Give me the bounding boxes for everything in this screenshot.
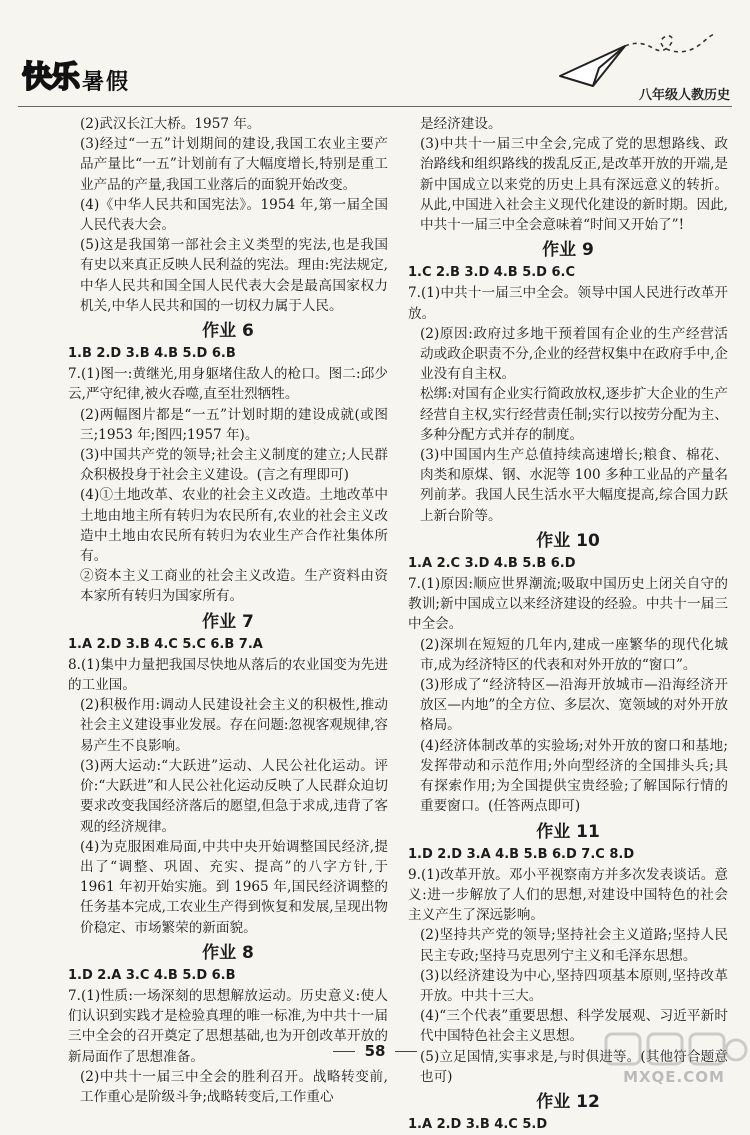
answer-paragraph: ②资本主义工商业的社会主义改造。生产资料由资本家所有转归为国家所有。 [80, 568, 388, 605]
answer-paragraph: (3)中共十一届三中全会,完成了党的思想路线、政治路线和组织路线的拨乱反正,是改革开放的开端,是新中国成立以来党的历史上具有深远意义的转折。从此,中国进入社会主义现代化建设的新时期。因此,中共十一届三中全会意味着“时间又开始了”! [420, 136, 728, 234]
answer-paragraph: 7.(1)原因:顺应世界潮流;吸取中国历史上闭关自守的教训;新中国成立以来经济建设的经验。中共十一届三中全会。 [408, 576, 728, 633]
logo-subtitle: 暑假 [82, 70, 131, 95]
watermark-text: MXQE.COM [623, 1068, 725, 1086]
answer-paragraph: 9.(1)改革开放。邓小平视察南方并多次发表谈话。意义:进一步解放了人们的思想,对建设中国特色的社会主义产生了深远影响。 [408, 866, 728, 924]
choice-answers-12: 1.A 2.D 3.B 4.C 5.D [408, 1116, 548, 1132]
section-heading-10: 作业 10 [536, 530, 600, 551]
logo-title: 快乐 [22, 60, 78, 95]
book-logo [22, 52, 130, 96]
page-header [0, 0, 750, 110]
choice-answers-6: 1.B 2.D 3.B 4.B 5.D 6.B [68, 346, 236, 362]
answer-paragraph: 7.(1)中共十一届三中全会。领导中国人民进行改革开放。 [408, 285, 728, 322]
answer-paragraph: 7.(1)性质:一场深刻的思想解放运动。历史意义:使人们认识到实践才是检验真理的唯一标准,为中共十一届三中全会的召开奠定了思想基础,也为开创改革开放的新局面作了思想准备。 [68, 987, 388, 1065]
left-column [68, 114, 388, 1107]
choice-answers-9: 1.C 2.B 3.D 4.B 5.D 6.C [408, 265, 576, 281]
answer-paragraph: (2)两幅图片都是“一五”计划时期的建设成就(或图三;1953 年;图四;1957 年)。 [80, 406, 388, 443]
choice-answers-7: 1.A 2.D 3.B 4.C 5.C 6.B 7.A [68, 636, 263, 652]
answer-paragraph: (5)立足国情,实事求是,与时俱进等。(其他符合题意也可) [420, 1048, 728, 1085]
answer-paragraph: (4)《中华人民共和国宪法》。1954 年,第一届全国人民代表大会。 [80, 196, 388, 234]
answer-paragraph: (2)坚持共产党的领导;坚持社会主义道路;坚持人民民主专政;坚持马克思列宁主义和毛泽东思想。 [420, 927, 728, 964]
answer-paragraph: (3)两大运动:“大跃进”运动、人民公社化运动。评价:“大跃进”和人民公社化运动反映了人民群众迫切要求改变我国经济落后的愿望,但急于求成,违背了客观的经济规律。 [80, 757, 388, 835]
answer-paragraph: (2)原因:政府过多地干预着国有企业的生产经营活动或政企职责不分,企业的经营权集中在政府手中,企业没有自主权。 [420, 325, 728, 383]
section-heading-12: 作业 12 [536, 1091, 600, 1112]
answer-paragraph: (3)中国共产党的领导;社会主义制度的建立;人民群众积极投身于社会主义建设。(言之有理即可) [80, 447, 388, 484]
right-column [408, 114, 728, 1135]
answer-paragraph: (4)①土地改革、农业的社会主义改造。土地改革中土地由地主所有转归为农民所有,农业的社会主义改造中土地由农民所有转归为农业生产合作社集体所有。 [80, 487, 388, 565]
answer-paragraph: 8.(1)集中力量把我国尽快地从落后的农业国变为先进的工业国。 [68, 656, 388, 694]
answer-paragraph: 7.(1)图一:黄继光,用身躯堵住敌人的枪口。图二:邱少云,严守纪律,被火吞噬,直至壮烈牺牲。 [68, 366, 388, 403]
answer-paragraph: (5)这是我国第一部社会主义类型的宪法,也是我国有史以来真正反映人民利益的宪法。理由:宪法规定,中华人民共和国全国人民代表大会是最高国家权力机关,中华人民共和国的一切权力属于人民。 [80, 237, 388, 314]
answer-paragraph: (3)以经济建设为中心,坚持四项基本原则,坚持改革开放。中共十三大。 [420, 967, 728, 1004]
answer-paragraph: 松绑:对国有企业实行简政放权,逐步扩大企业的生产经营自主权,实行经营责任制;实行以按劳分配为主、多种分配方式并存的制度。 [420, 386, 728, 443]
answer-paragraph: (3)经过“一五”计划期间的建设,我国工农业主要产品产量比“一五”计划前有了大幅度增长,特别是重工业产品的产量,我国工业落后的面貌开始改变。 [80, 136, 388, 193]
header-divider [18, 106, 732, 107]
answer-paragraph: (3)形成了“经济特区—沿海开放城市—沿海经济开放区—内地”的全方位、多层次、宽领域的对外开放格局。 [420, 677, 728, 734]
section-heading-7: 作业 7 [202, 611, 254, 632]
section-heading-8: 作业 8 [202, 942, 254, 963]
choice-answers-8: 1.D 2.A 3.C 4.B 5.D 6.B [68, 967, 236, 983]
answer-paragraph: 是经济建设。 [420, 116, 502, 132]
answer-paragraph: (2)积极作用:调动人民建设社会主义的积极性,推动社会主义建设事业发展。存在问题:忽视客观规律,容易产生不良影响。 [80, 697, 388, 754]
answer-paragraph: (4)经济体制改革的实验场;对外开放的窗口和基地;发挥带动和示范作用;外向型经济的全国排头兵;具有探索作用;为全国提供宝贵经验;了解国际行情的重要窗口。(任答两点即可) [420, 737, 728, 815]
answer-paragraph: (4)为克服困难局面,中共中央开始调整国民经济,提出了“调整、巩固、充实、提高”的八字方针,于 1961 年初开始实施。到 1965 年,国民经济调整的任务基本完成,工农业生产得到恢复和发展,呈现出物价稳定、市场繁荣的新面貌。 [80, 838, 388, 936]
answer-paragraph: (3)中国国内生产总值持续高速增长;粮食、棉花、肉类和原煤、钢、水泥等 100 多种工业品的产量名列前茅。我国人民生活水平大幅度提高,综合国力跃上新台阶等。 [420, 447, 728, 524]
answer-paragraph: (2)深圳在短短的几年内,建成一座繁华的现代化城市,成为经济特区的代表和对外开放的“窗口”。 [420, 636, 728, 673]
answer-paragraph: (4)“三个代表”重要思想、科学发展观、习近平新时代中国特色社会主义思想。 [420, 1008, 728, 1045]
page-number: 58 [0, 1042, 750, 1060]
answer-paragraph: (2)中共十一届三中全会的胜利召开。战略转变前,工作重心是阶级斗争;战略转变后,工作重心 [80, 1068, 388, 1105]
choice-answers-11: 1.D 2.D 3.A 4.B 5.B 6.D 7.C 8.D [408, 846, 635, 862]
choice-answers-10: 1.A 2.C 3.D 4.B 5.B 6.D [408, 555, 576, 571]
answer-paragraph: (2)武汉长江大桥。1957 年。 [80, 116, 261, 132]
section-heading-6: 作业 6 [202, 321, 254, 342]
section-heading-11: 作业 11 [536, 821, 600, 842]
header-grade-label: 八年级人教历史 [638, 88, 730, 103]
section-heading-9: 作业 9 [542, 240, 594, 261]
